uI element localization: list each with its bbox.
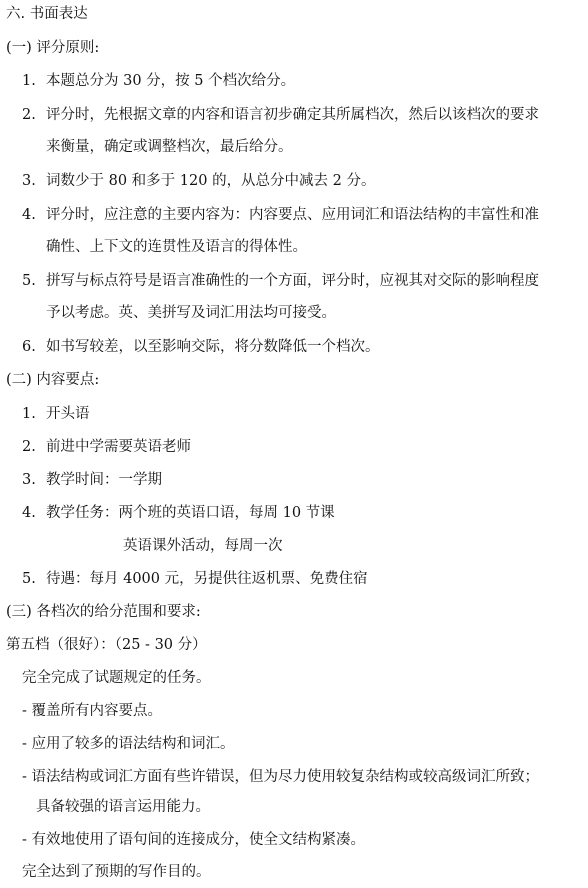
part1-heading: (一) 评分原则: [6,40,100,56]
rule-3-text: 词数少于 80 和多于 120 的，从总分中减去 2 分。 [46,173,376,189]
rule-4-text: 评分时，应注意的主要内容为：内容要点、应用词汇和语法结构的丰富性和准 [46,207,539,223]
rule-1-text: 本题总分为 30 分，按 5 个档次给分。 [46,73,296,89]
rule-5-text-cont: 予以考虑。英、美拼写及词汇用法均可接受。 [46,305,336,321]
point-4-text: 教学任务：两个班的英语口语，每周 10 节课 [46,505,335,521]
grade-bullet-2: - 应用了较多的语法结构和词汇。 [22,736,235,752]
grade-intro: 完全完成了试题规定的任务。 [22,670,211,686]
grade-bullet-3-cont: 具备较强的语言运用能力。 [36,799,210,815]
section-title: 六. 书面表达 [6,6,88,22]
point-3-text: 教学时间：一学期 [46,472,162,488]
rule-6-text: 如书写较差，以至影响交际，将分数降低一个档次。 [46,339,380,355]
point-4-number: 4. [22,505,36,521]
grade-bullet-1: - 覆盖所有内容要点。 [22,703,163,719]
rule-2-text-cont: 来衡量，确定或调整档次，最后给分。 [46,139,293,155]
grade-bullet-3: - 语法结构或词汇方面有些许错误，但为尽力使用较复杂结构或较高级词汇所致； [22,769,540,785]
rule-4-number: 4. [22,207,36,223]
grade-bullet-4: - 有效地使用了语句间的连接成分，使全文结构紧凑。 [22,832,366,848]
point-1-number: 1. [22,406,36,422]
rule-1-number: 1. [22,73,36,89]
rule-6-number: 6. [22,339,36,355]
rule-3-number: 3. [22,173,36,189]
point-1-text: 开头语 [46,406,90,422]
grade-title: 第五档（很好）：（25 - 30 分） [6,637,207,653]
rule-4-text-cont: 确性、上下文的连贯性及语言的得体性。 [46,239,307,255]
rule-5-number: 5. [22,273,36,289]
part2-heading: (二) 内容要点: [6,372,100,388]
point-5-number: 5. [22,571,36,587]
point-5-text: 待遇：每月 4000 元，另提供往返机票、免费住宿 [46,571,368,587]
rule-5-text: 拼写与标点符号是语言准确性的一个方面，评分时，应视其对交际的影响程度 [46,273,539,289]
point-3-number: 3. [22,472,36,488]
grade-closing: 完全达到了预期的写作目的。 [22,864,211,880]
point-2-text: 前进中学需要英语老师 [46,439,191,455]
rule-2-text: 评分时，先根据文章的内容和语言初步确定其所属档次，然后以该档次的要求 [46,107,539,123]
point-4-subtext: 英语课外活动，每周一次 [123,538,283,554]
part3-heading: (三) 各档次的给分范围和要求: [6,604,201,620]
rule-2-number: 2. [22,107,36,123]
point-2-number: 2. [22,439,36,455]
